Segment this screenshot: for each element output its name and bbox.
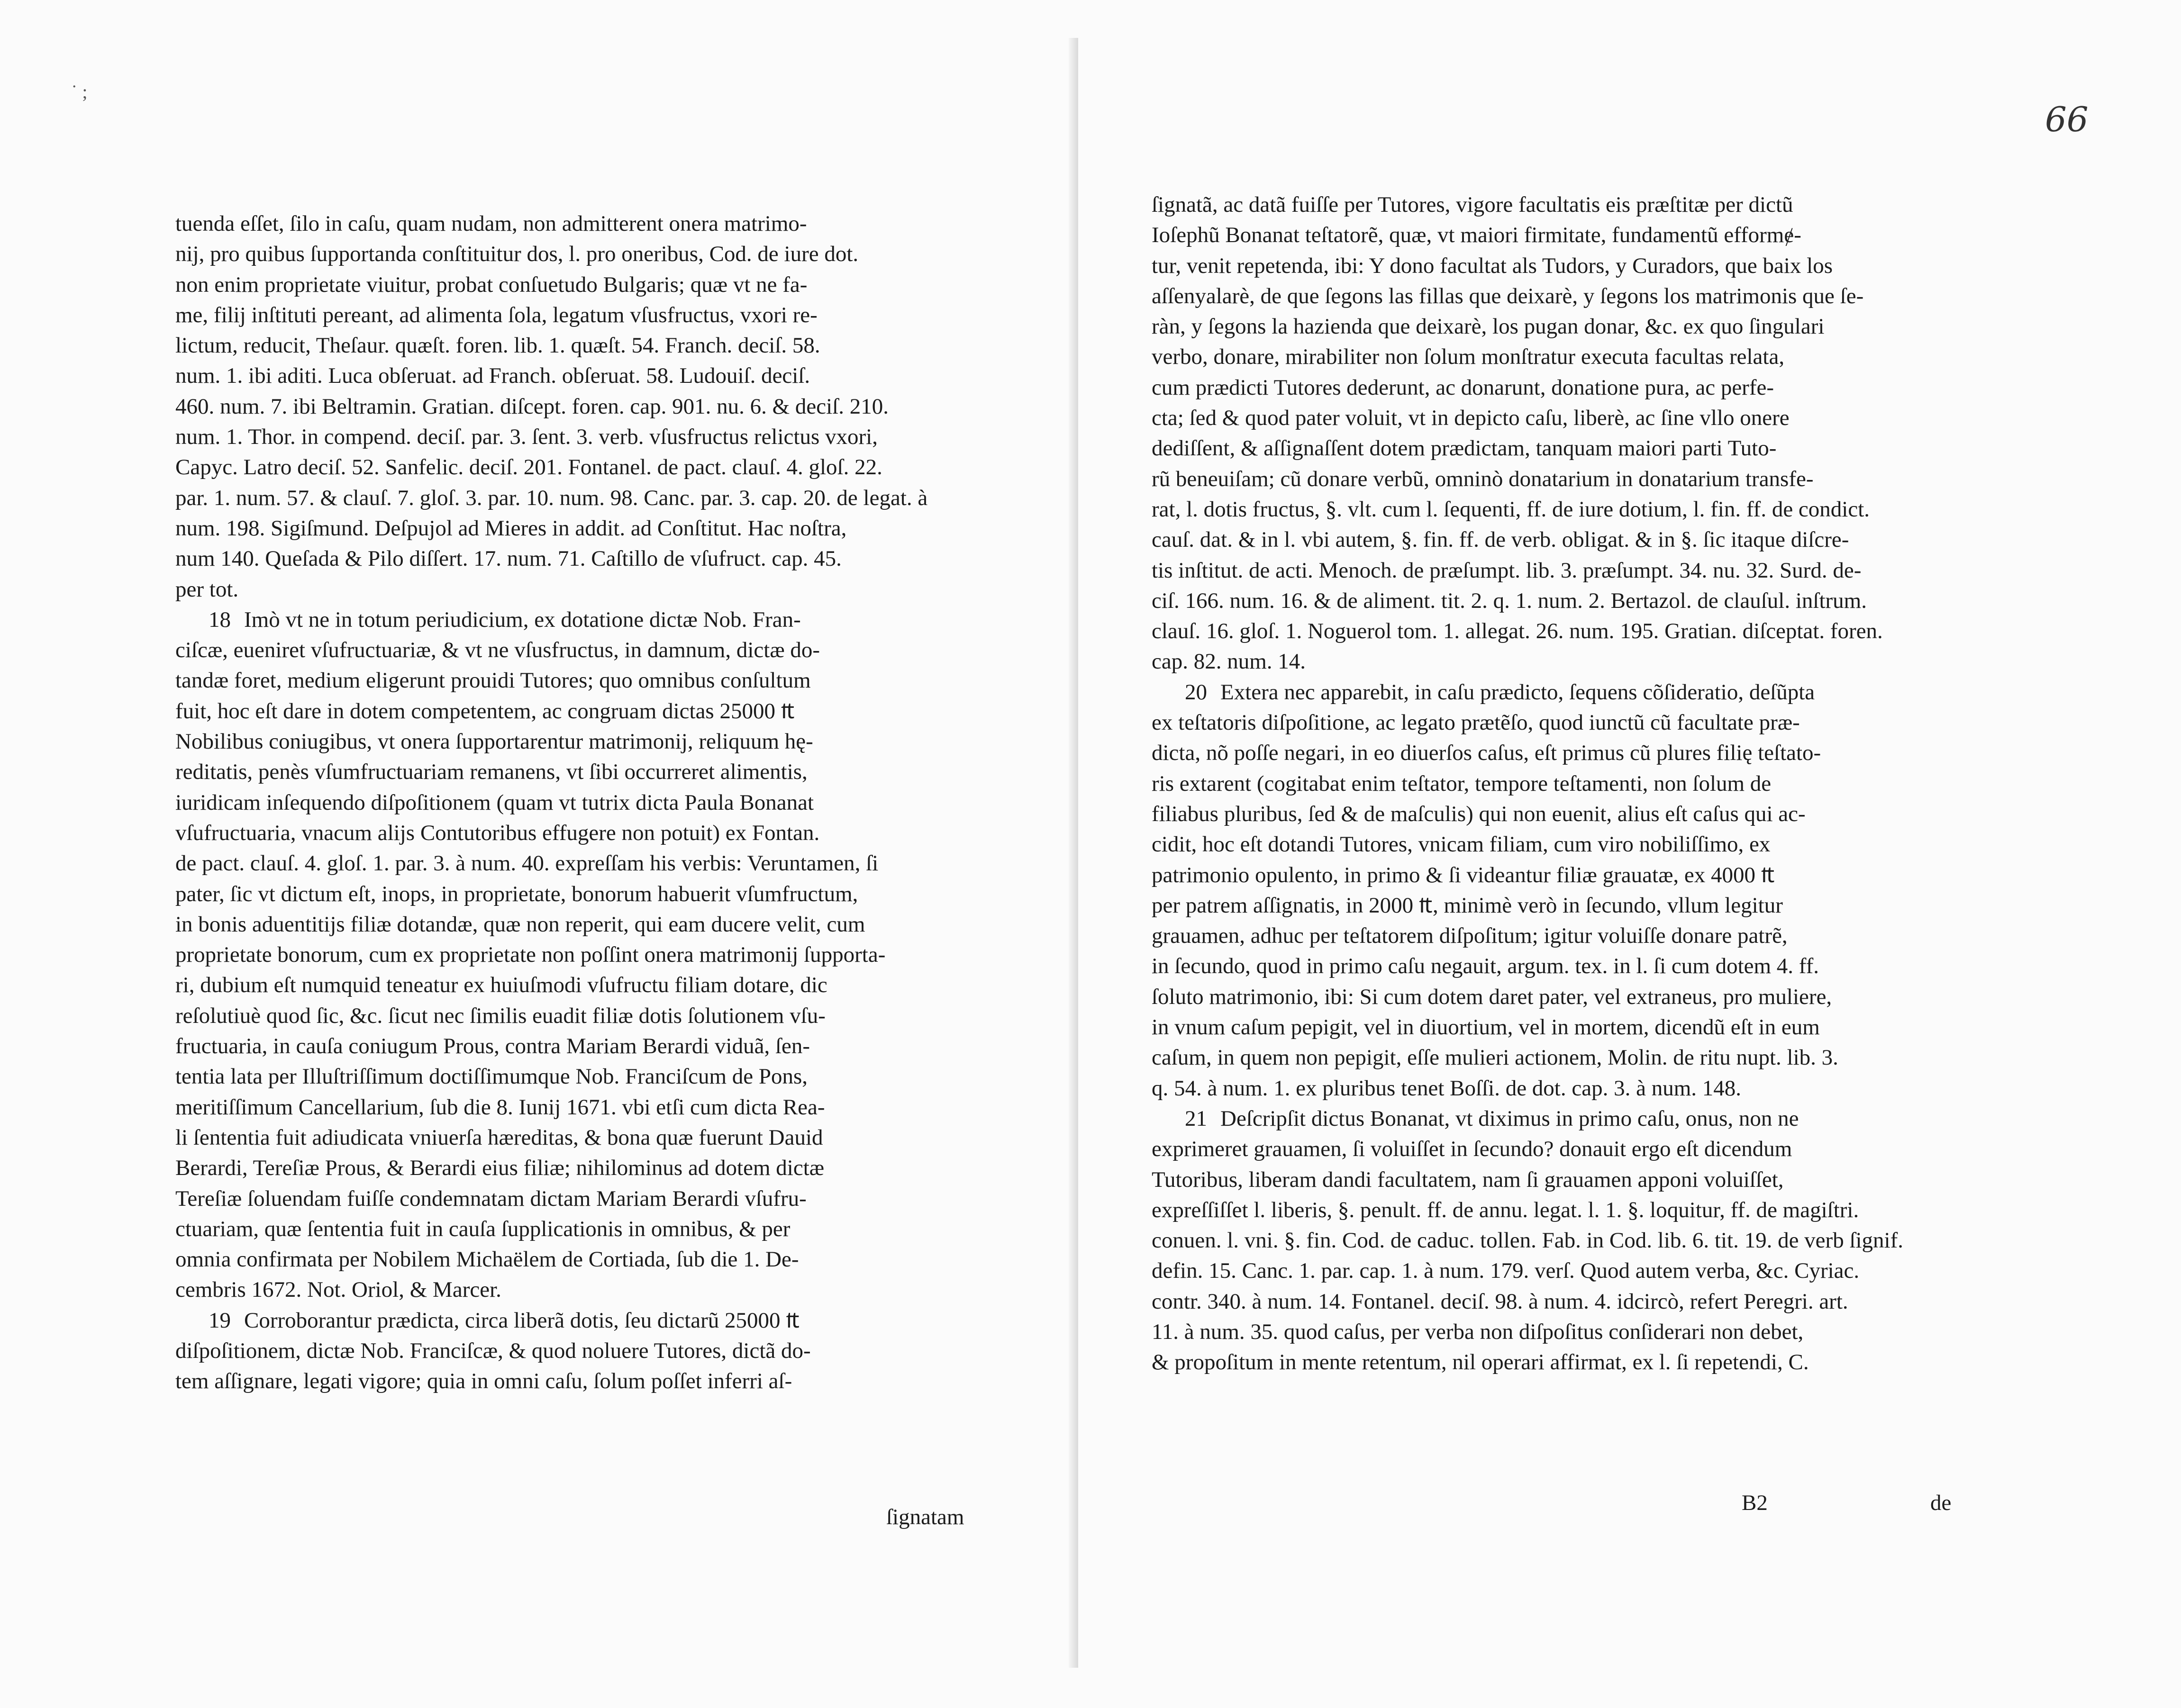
paragraph-first-line — [175, 1305, 976, 1336]
text-line: li ſententia fuit adiudicata vniuerſa hæreditas, & bona quæ fuerunt Dauid — [175, 1125, 823, 1150]
paragraph-first-line — [175, 605, 976, 635]
text-line: me, filij inſtituti pereant, ad alimenta ſola, legatum vſusfructus, vxori re- — [175, 302, 818, 327]
text-line: in vnum caſum pepigit, vel in diuortium, vel in mortem, dicendũ eſt in eum — [1152, 1015, 1820, 1040]
text-line: grauamen, adhuc per teſtatorem diſpoſitum; igitur voluiſſe donare patrẽ, — [1152, 923, 1788, 949]
text-line: in bonis aduentitijs filiæ dotandæ, quæ non reperit, qui eam ducere velit, cum — [175, 912, 865, 937]
folio-number: 66 — [2045, 99, 2089, 139]
text-line: dicta, nõ poſſe negari, in eo diuerſos caſus, eſt primus cũ plures filię teſtato- — [1152, 741, 1821, 766]
text-line: 460. num. 7. ibi Beltramin. Gratian. diſcept. foren. cap. 901. nu. 6. & deciſ. 210. — [175, 394, 889, 419]
text-line: contr. 340. à num. 14. Fontanel. deciſ. 98. à num. 4. idcircò, refert Peregri. art. — [1152, 1289, 1848, 1314]
section-number: 19 — [209, 1308, 231, 1333]
text-line: filiabus pluribus, ſed & de maſculis) qui non euenit, alius eſt caſus qui ac- — [1152, 801, 1806, 826]
text-line: Tereſiæ ſoluendam fuiſſe condemnatam dictam Mariam Berardi vſufru- — [175, 1186, 807, 1211]
text-line: cauſ. dat. & in l. vbi autem, §. fin. ff. de verb. obligat. & in §. ſic itaque diſcre- — [1152, 527, 1849, 552]
text-line: Tutoribus, liberam dandi facultatem, nam ſi grauamen apponi voluiſſet, — [1152, 1167, 1784, 1192]
stray-mark: ˙ ; — [71, 81, 88, 102]
text-line: tis inſtitut. de acti. Menoch. de præſumpt. lib. 3. præſumpt. 34. nu. 32. Surd. de- — [1152, 558, 1862, 583]
text-line: cembris 1672. Not. Oriol, & Marcer. — [175, 1277, 501, 1302]
text-line: cum prædicti Tutores dederunt, ac donarunt, donatione pura, ac perfe- — [1152, 375, 1774, 400]
text-line: in ſecundo, quod in primo caſu negauit, argum. tex. in l. ſi cum dotem 4. ff. — [1152, 954, 1819, 979]
text-line: ris extarent (cogitabat enim teſtator, tempore teſtamenti, non ſolum de — [1152, 771, 1772, 796]
text-line: Imò vt ne in totum periudicium, ex dotatione dictæ Nob. Fran- — [244, 607, 801, 632]
text-line: ciſ. 166. num. 16. & de aliment. tit. 2. q. 1. num. 2. Bertazol. de clauſul. inſtrum. — [1152, 588, 1867, 613]
text-line: expreſſiſſet l. liberis, §. penult. ff. de annu. legat. l. 1. §. loquitur, ff. de magiſtri. — [1152, 1197, 1859, 1222]
right-catchword: de — [1930, 1491, 1952, 1515]
left-page — [0, 0, 1078, 1708]
text-line: ri, dubium eſt numquid teneatur ex huiuſmodi vſufructu filiam dotare, dic — [175, 973, 827, 998]
text-line: cap. 82. num. 14. — [1152, 649, 1306, 674]
text-line: Capyc. Latro deciſ. 52. Sanfelic. deciſ. 201. Fontanel. de pact. clauſ. 4. gloſ. 22. — [175, 455, 882, 480]
text-line: tem aſſignare, legati vigore; quia in omni caſu, ſolum poſſet inferri aſ- — [175, 1369, 792, 1394]
section-number: 21 — [1185, 1106, 1207, 1131]
text-line: Corroborantur prædicta, circa liberã dotis, ſeu dictarũ 25000 ₶ — [244, 1308, 800, 1333]
right-page — [1078, 0, 2181, 1708]
text-line: q. 54. à num. 1. ex pluribus tenet Boſſi. de dot. cap. 3. à num. 148. — [1152, 1075, 1742, 1101]
text-line: rũ beneuiſam; cũ donare verbũ, omninò donatarium in donatarium transfe- — [1152, 466, 1814, 491]
text-line: Extera nec apparebit, in caſu prædicto, ſequens cõſideratio, deſũpta — [1220, 679, 1815, 705]
text-line: proprietate bonorum, cum ex proprietate non poſſint onera matrimonij ſupporta- — [175, 942, 886, 967]
text-line: dediſſent, & aſſignaſſent dotem prædictam, tanquam maiori parti Tuto- — [1152, 436, 1777, 461]
text-line: pater, ſic vt dictum eſt, inops, in proprietate, bonorum habuerit vſumfructum, — [175, 881, 858, 906]
text-line: conuen. l. vni. §. fin. Cod. de caduc. tollen. Fab. in Cod. lib. 6. tit. 19. de verb ſignif. — [1152, 1228, 1904, 1253]
text-line: exprimeret grauamen, ſi voluiſſet in ſecundo? donauit ergo eſt dicendum — [1152, 1137, 1792, 1162]
left-text-block — [175, 208, 976, 1397]
text-line: Nobilibus coniugibus, vt onera ſupportarentur matrimonij, reliquum hę- — [175, 729, 813, 754]
signature-mark: B2 — [1742, 1491, 1768, 1515]
section-number: 20 — [1185, 679, 1207, 705]
text-line: reſolutiuè quod ſic, &c. ſicut nec ſimilis euadit filiæ dotis ſolutionem vſu- — [175, 1003, 826, 1028]
text-line: ràn, y ſegons la hazienda que deixarè, los pugan donar, &c. ex quo ſingulari — [1152, 314, 1825, 339]
text-line: ex teſtatoris diſpoſitione, ac legato prætẽſo, quod iunctũ cũ facultate præ- — [1152, 710, 1800, 735]
text-line: patrimonio opulento, in primo & ſi videantur filiæ grauatæ, ex 4000 ₶ — [1152, 862, 1775, 887]
text-line: num 140. Queſada & Pilo diſſert. 17. num. 71. Caſtillo de vſufruct. cap. 45. — [175, 546, 842, 571]
text-line: tur, venit repetenda, ibi: Y dono facultat als Tudors, y Curadors, que baix los — [1152, 253, 1833, 278]
text-line: iuridicam inſequendo diſpoſitionem (quam vt tutrix dicta Paula Bonanat — [175, 790, 814, 815]
text-line: tuenda eſſet, ſilo in caſu, quam nudam, non admitterent onera matrimo- — [175, 211, 807, 236]
text-line: cidit, hoc eſt dotandi Tutores, vnicam filiam, cum viro nobiliſſimo, ex — [1152, 832, 1771, 857]
text-line: reditatis, penès vſumfructuariam remanens, vt ſibi occurreret alimentis, — [175, 759, 808, 785]
text-line: cta; ſed & quod pater voluit, vt in depicto caſu, liberè, ac ſine vllo onere — [1152, 406, 1790, 431]
text-line: fructuaria, in cauſa coniugum Prous, contra Mariam Berardi viduã, ſen- — [175, 1034, 810, 1059]
right-text-block — [1152, 190, 1979, 1378]
text-line: ſoluto matrimonio, ibi: Si cum dotem daret pater, vel extraneus, pro muliere, — [1152, 984, 1832, 1009]
text-line: ſignatã, ac datã fuiſſe per Tutores, vigore facultatis eis præſtitæ per dictũ — [1152, 192, 1793, 217]
text-line: rat, l. dotis fructus, §. vlt. cum l. ſequenti, ff. de iure dotium, l. fin. ff. de condict. — [1152, 497, 1870, 522]
text-line: num. 1. Thor. in compend. deciſ. par. 3. ſent. 3. verb. vſusfructus relictus vxori, — [175, 425, 878, 450]
text-line: aſſenyalarè, de que ſegons las fillas que deixarè, y ſegons los matrimonis que ſe- — [1152, 283, 1864, 308]
text-line: omnia confirmata per Nobilem Michaëlem de Cortiada, ſub die 1. De- — [175, 1247, 799, 1272]
text-line: 11. à num. 35. quod caſus, per verba non diſpoſitus conſiderari non debet, — [1152, 1319, 1804, 1344]
text-line: nij, pro quibus ſupportanda conſtituitur dos, l. pro oneribus, Cod. de iure dot. — [175, 242, 859, 267]
text-line: par. 1. num. 57. & clauſ. 7. gloſ. 3. par. 10. num. 98. Canc. par. 3. cap. 20. de legat. à — [175, 485, 928, 510]
text-line: lictum, reducit, Theſaur. quæſt. foren. lib. 1. quæſt. 54. Franch. deciſ. 58. — [175, 333, 820, 358]
text-line: per patrem aſſignatis, in 2000 ₶, minimè verò in ſecundo, vllum legitur — [1152, 893, 1783, 918]
text-line: & propoſitum in mente retentum, nil operari affirmat, ex l. ſi repetendi, C. — [1152, 1350, 1809, 1375]
section-number: 18 — [209, 607, 231, 632]
text-line: non enim proprietate viuitur, probat conſuetudo Bulgaris; quæ vt ne fa- — [175, 272, 808, 297]
text-line: num. 1. ibi aditi. Luca obſeruat. ad Franch. obſeruat. 58. Ludouiſ. deciſ. — [175, 363, 810, 389]
text-line: clauſ. 16. gloſ. 1. Noguerol tom. 1. allegat. 26. num. 195. Gratian. diſceptat. foren. — [1152, 619, 1883, 644]
text-line: de pact. clauſ. 4. gloſ. 1. par. 3. à num. 40. expreſſam his verbis: Veruntamen, ſi — [175, 851, 879, 876]
text-line: vſufructuaria, vnacum alijs Contutoribus effugere non potuit) ex Fontan. — [175, 820, 820, 845]
text-line: tandæ foret, medium eligerunt prouidi Tutores; quo omnibus conſultum — [175, 668, 811, 693]
text-line: ciſcæ, eueniret vſufructuariæ, & vt ne vſusfructus, in damnum, dictæ do- — [175, 638, 820, 663]
text-line: diſpoſitionem, dictæ Nob. Franciſcæ, & quod noluere Tutores, dictã do- — [175, 1338, 811, 1363]
text-line: Berardi, Tereſiæ Prous, & Berardi eius filiæ; nihilominus ad dotem dictæ — [175, 1156, 825, 1181]
text-line: defin. 15. Canc. 1. par. cap. 1. à num. 179. verſ. Quod autem verba, &c. Cyriac. — [1152, 1258, 1860, 1283]
text-line: ctuariam, quæ ſententia fuit in cauſa ſupplicationis in omnibus, & per — [175, 1216, 791, 1241]
text-line: num. 198. Sigiſmund. Deſpujol ad Mieres in addit. ad Conſtitut. Hac noſtra, — [175, 515, 847, 541]
text-line: Ioſephũ Bonanat teſtatorẽ, quæ, vt maiori firmitate, fundamentũ efformɇ- — [1152, 223, 1801, 248]
text-line: caſum, in quem non pepigit, eſſe mulieri actionem, Molin. de ritu nupt. lib. 3. — [1152, 1045, 1838, 1070]
text-line: tentia lata per Illuſtriſſimum doctiſſimumque Nob. Franciſcum de Pons, — [175, 1064, 808, 1089]
paragraph-first-line — [1152, 1103, 1979, 1134]
text-line: per tot. — [175, 577, 239, 602]
paragraph-first-line — [1152, 677, 1979, 707]
text-line: meritiſſimum Cancellarium, ſub die 8. Iunij 1671. vbi etſi cum dicta Rea- — [175, 1094, 825, 1120]
text-line: verbo, donare, mirabiliter non ſolum monſtratur executa facultas relata, — [1152, 344, 1785, 370]
text-line: fuit, hoc eſt dare in dotem competentem, ac congruam dictas 25000 ₶ — [175, 698, 795, 723]
left-catchword: ſignatam — [886, 1505, 964, 1529]
text-line: Deſcripſit dictus Bonanat, vt diximus in primo caſu, onus, non ne — [1220, 1106, 1799, 1131]
